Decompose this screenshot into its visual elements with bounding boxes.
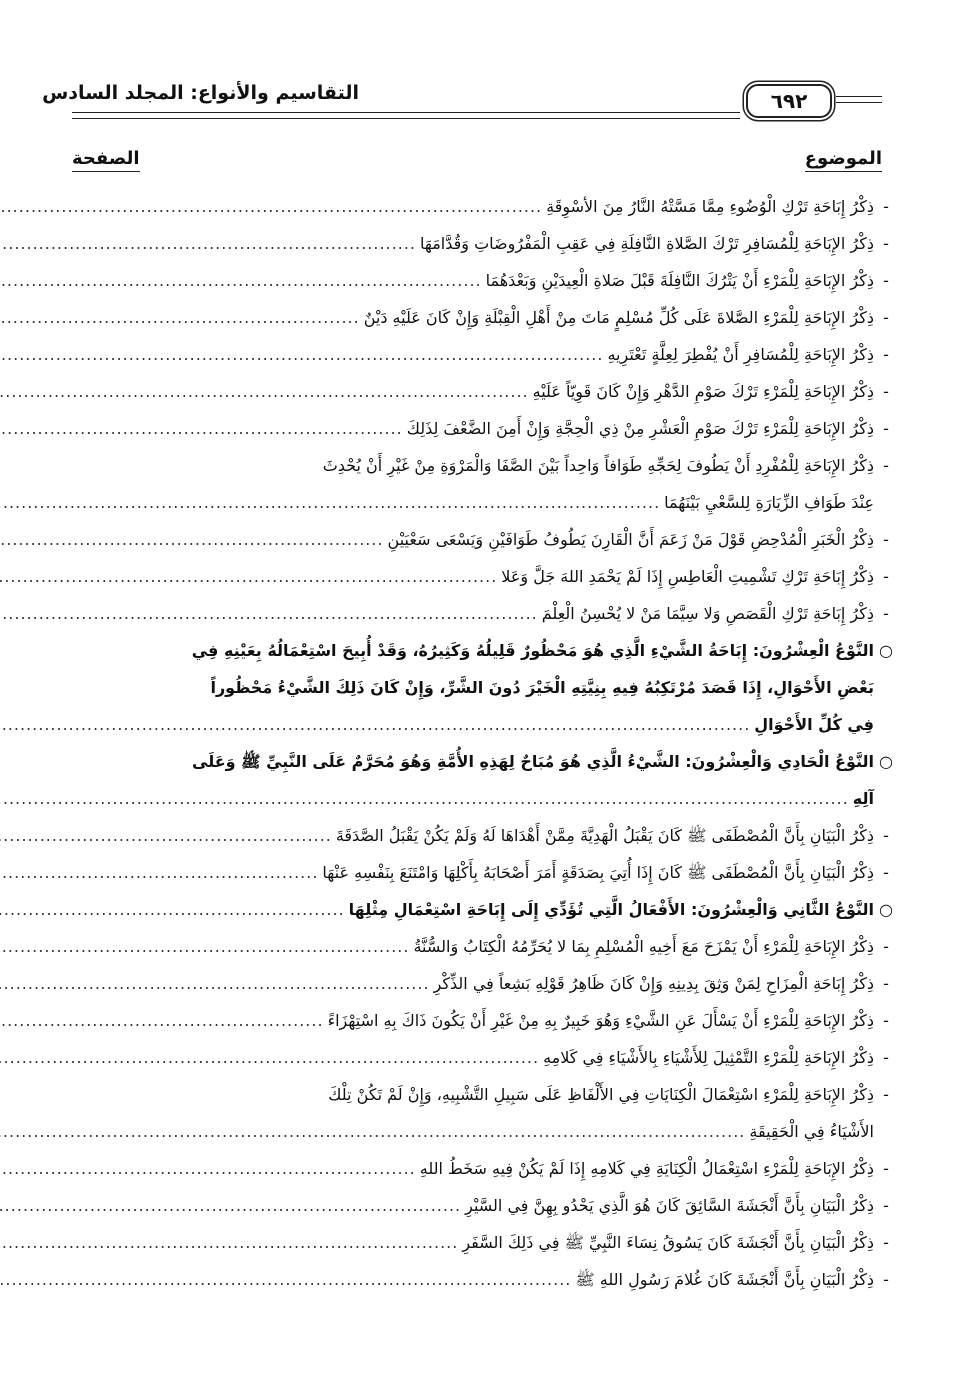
dot-leader [0,521,384,558]
page-number: ٦٩٢ [746,84,832,118]
header-rule-left-second [72,118,740,119]
dot-leader [0,484,660,521]
dot-leader [0,891,345,928]
entry-dash-marker: - [883,1196,889,1215]
entry-text-line: عِنْدَ طَوَافِ الزِّيَارَةِ لِلسَّعْيِ بَيْنَهُمَا [664,493,874,512]
toc-entry [72,299,889,336]
entry-dash-marker: - [883,937,889,956]
entry-dash-marker: - [883,197,889,216]
entry-dash-marker: - [883,1233,889,1252]
toc-section-heading [72,632,893,743]
entry-dash-marker: - [883,567,889,586]
dot-leader [0,706,750,743]
section-circle-marker: ○ [879,641,893,660]
dot-leader [0,965,430,1002]
entry-dash-marker: - [883,308,889,327]
entry-text-line: ذِكْرُ الإِبَاحَةِ لِلْمَرْءِ أَنْ يَسْأَلَ عَنِ الشَّيْءِ وَهُوَ خَبِيرٌ بِهِ مِنْ غَيْرِ أَنْ يَكُونَ ذَاكَ بِهِ اسْتِهْزَاءً [327,1011,874,1030]
entry-text-line: ذِكْرُ الإِبَاحَةِ لِلْمَرْءِ التَّمْثِيلَ لِلأَشْيَاءِ بِالأَشْيَاءِ فِي كَلامِهِ [543,1048,874,1067]
entry-text-line: ذِكْرُ إِبَاحَةِ تَرْكِ تَشْمِيتِ الْعَاطِسِ إِذَا لَمْ يَحْمَدِ اللهَ جَلَّ وَعَلا [501,567,874,586]
entry-dash-marker: - [883,604,889,623]
dot-leader [0,410,403,447]
entry-text-line: النَّوْعُ الْعِشْرُونَ: إِبَاحَةُ الشَّيْءِ الَّذِي هُوَ مَحْظُورٌ قَلِيلُهُ وَكَثِيرُهُ، وَقَدْ أُبِيحَ اسْتِعْمَالُهُ بِعَيْنِهِ فِي [191,641,874,660]
section-circle-marker: ○ [879,900,893,919]
entry-text-line: بَعْضِ الأَحْوَالِ، إِذَا قَصَدَ مُرْتَكِبُهُ فِيهِ بِنِيَّتِهِ الْخَيْرَ دُونَ الشَّرِّ، وَإِنْ كَانَ ذَلِكَ الشَّيْءُ مَحْظُوراً [210,678,874,697]
entry-text-line: ذِكْرُ الْبَيَانِ بِأَنَّ أَنْجَشَةَ كَانَ غُلامَ رَسُولِ اللهِ ﷺ [575,1270,874,1289]
entry-text-line: ذِكْرُ الْبَيَانِ بِأَنَّ أَنْجَشَةَ كَانَ يَسُوقُ نِسَاءَ النَّبِيِّ ﷺ فِي ذَلِكَ السَّفَرِ [462,1233,874,1252]
entry-text-line: ذِكْرُ الإِبَاحَةِ لِلْمَرْءِ اسْتِعْمَالُ الْكِنَايَةِ فِي كَلامِهِ إِذَا لَمْ يَكُنْ فِيهِ سَخَطُ اللهِ [419,1159,874,1178]
entry-dash-marker: - [883,271,889,290]
entry-dash-marker: - [883,1085,889,1104]
dot-leader [0,1261,571,1298]
entry-text-line: النَّوْعُ الثَّانِي وَالْعِشْرُونَ: الأَفْعَالُ الَّتِي تُؤَدِّي إِلَى إِبَاحَةِ اسْتِعْمَالِ مِثْلِهَا [348,900,874,919]
dot-leader [0,188,542,225]
toc-section-heading [72,891,893,928]
toc-entry [72,225,889,262]
entry-text-line: ذِكْرُ إِبَاحَةِ تَرْكِ الْوُضُوءِ مِمَّا مَسَّتْهُ النَّارُ مِنَ الأسْوِقَةِ [546,197,874,216]
dot-leader [0,854,318,891]
dot-leader [0,1150,416,1187]
dot-leader [0,373,529,410]
header-rule-right [836,96,882,97]
entry-text-line: ذِكْرُ الإِبَاحَةِ لِلْمَرْءِ أَنْ يَمْزَحَ مَعَ أَخِيهِ الْمُسْلِمِ بِمَا لا يُحَرِّمُهُ الْكِتَابُ وَالسُّنَّةُ [413,937,874,956]
dot-leader [0,299,360,336]
dot-leader [0,558,497,595]
entry-dash-marker: - [883,456,889,475]
dot-leader [0,1002,324,1039]
toc-entry [72,1261,889,1298]
topic-column-heading: الموضوع [805,148,882,172]
entry-text-line: ذِكْرُ إِبَاحَةِ تَرْكِ الْقَصَصِ وَلا سِيَّمَا مَنْ لا يُحْسِنُ الْعِلْمَ [541,604,874,623]
entry-text-line: النَّوْعُ الْحَادِي وَالْعِشْرُونَ: الشَّيْءُ الَّذِي هُوَ مُبَاحٌ لِهَذِهِ الأُمَّةِ وَهُوَ مُحَرَّمٌ عَلَى النَّبِيِّ ﷺ وَعَلَى [192,752,874,771]
entry-text-line: ذِكْرُ الإِبَاحَةِ لِلْمَرْءِ تَرْكَ صَوْمِ الدَّهْرِ وَإِنْ كَانَ قَوِيّاً عَلَيْهِ [532,382,874,401]
toc-entry [72,1039,889,1076]
entry-text-line: ذِكْرُ الْبَيَانِ بِأَنَّ الْمُصْطَفَى ﷺ كَانَ يَقْبَلُ الْهَدِيَّةَ مِمَّنْ أَهْدَاهَا لَهُ وَلَمْ يَكُنْ يَقْبَلُ الصَّدَقَةَ [335,826,874,845]
dot-leader [0,1039,539,1076]
entry-text-line: ذِكْرُ إِبَاحَةِ الْمِزَاحِ لِمَنْ وَثِقَ بِدِينِهِ وَإِنْ كَانَ ظَاهِرُ قَوْلِهِ بَشِعاً فِي الذِّكْرِ [433,974,874,993]
entry-text-line: ذِكْرُ الإِبَاحَةِ لِلْمَرْءِ الصَّلاةَ عَلَى كُلِّ مُسْلِمٍ مَاتَ مِنْ أَهْلِ الْقِبْلَةِ وَإِنْ كَانَ عَلَيْهِ دَيْنٌ [363,308,874,327]
entry-dash-marker: - [883,974,889,993]
dot-leader [0,928,409,965]
toc-section-heading [72,743,893,817]
dot-leader [0,780,849,817]
header-rule-right-second [836,102,882,103]
running-title: التقاسيم والأنواع: المجلد السادس [42,82,359,104]
entry-text-line: آلِهِ [852,789,874,808]
entry-text-line: ذِكْرُ الْبَيَانِ بِأَنَّ الْمُصْطَفَى ﷺ كَانَ إِذَا أُتِيَ بِصَدَقَةٍ أَمَرَ أَصْحَابَهُ بِأَكْلِهَا وَامْتَنَعَ بِنَفْسِهِ عَنْهَا [322,863,874,882]
entry-dash-marker: - [883,826,889,845]
toc-entry [72,595,889,632]
entry-text-line: ذِكْرُ الْبَيَانِ بِأَنَّ أَنْجَشَةَ السَّائِقَ كَانَ هُوَ الَّذِي يَحْدُو بِهِنَّ فِي السَّيْرِ [465,1196,874,1215]
toc-entry [72,521,889,558]
entry-text-line: ذِكْرُ الإِبَاحَةِ لِلْمُسَافِرِ تَرْكَ الصَّلاةِ النَّافِلَةِ فِي عَقِبِ الْمَفْرُوضَاتِ وَقُدَّامَهَا [419,234,874,253]
dot-leader [0,1113,745,1150]
entry-dash-marker: - [883,345,889,364]
dot-leader [0,1224,458,1261]
toc-entry [72,1076,889,1150]
entry-text-line: ذِكْرُ الإِبَاحَةِ لِلْمَرْءِ أَنْ يَتْرُكَ النَّافِلَةَ قَبْلَ صَلاةِ الْعِيدَيْنِ وَبَعْدَهُمَا [485,271,874,290]
entry-text-line: ذِكْرُ الإِبَاحَةِ لِلْمُسَافِرِ أَنْ يُفْطِرَ لِعِلَّةٍ تَعْتَرِيهِ [607,345,874,364]
entry-text-line: ذِكْرُ الإِبَاحَةِ لِلْمَرْءِ تَرْكَ صَوْمِ الْعَشْرِ مِنْ ذِي الْحِجَّةِ وَإِنْ أَمِنَ الضَّعْفَ لِذَلِكَ [406,419,874,438]
entry-dash-marker: - [883,863,889,882]
entry-dash-marker: - [883,1011,889,1030]
entry-text-line: ذِكْرُ الإِبَاحَةِ لِلْمُفْرِدِ أَنْ يَطُوفَ لِحَجِّهِ طَوَافاً وَاحِداً بَيْنَ الصَّفَا وَالْمَرْوَةِ مِنْ غَيْرِ أَنْ يُحْدِثَ [322,456,874,475]
entry-dash-marker: - [883,1270,889,1289]
toc-entry [72,447,889,521]
toc-entry [72,1224,889,1261]
toc-entry [72,965,889,1002]
entry-dash-marker: - [883,234,889,253]
dot-leader [0,336,603,373]
entry-dash-marker: - [883,419,889,438]
toc-entry [72,336,889,373]
section-circle-marker: ○ [879,752,893,771]
toc-entry [72,410,889,447]
dot-leader [0,225,416,262]
entry-text-line: ذِكْرُ الْخَبَرِ الْمُدْحِضِ قَوْلَ مَنْ زَعَمَ أَنَّ الْقَارِنَ يَطُوفُ طَوَافَيْنِ وَيَسْعَى سَعْيَيْنِ [387,530,874,549]
toc-entry [72,373,889,410]
toc-entry [72,262,889,299]
toc-entry [72,558,889,595]
dot-leader [0,1187,461,1224]
dot-leader [0,595,538,632]
toc-entry [72,1187,889,1224]
entry-text-line: ذِكْرُ الإِبَاحَةِ لِلْمَرْءِ اسْتِعْمَالَ الْكِنَايَاتِ فِي الأَلْفَاظِ عَلَى سَبِيلِ التَّشْبِيهِ، وَإِنْ لَمْ تَكُنْ تِلْكَ [328,1085,874,1104]
header-rule-left [72,112,740,113]
dot-leader [0,817,332,854]
entry-text-line: الأَشْيَاءُ فِي الْحَقِيقَةِ [749,1122,874,1141]
dot-leader [0,262,482,299]
toc-entry [72,817,889,854]
toc-entry [72,1150,889,1187]
toc-entry [72,928,889,965]
entry-dash-marker: - [883,530,889,549]
toc-entry [72,1002,889,1039]
entry-dash-marker: - [883,382,889,401]
entry-dash-marker: - [883,1159,889,1178]
toc-entry [72,854,889,891]
entry-dash-marker: - [883,1048,889,1067]
page-column-heading: الصفحة [72,148,140,172]
toc-entry [72,188,889,225]
entry-text-line: فِي كُلِّ الأَحْوَالِ [754,715,874,734]
